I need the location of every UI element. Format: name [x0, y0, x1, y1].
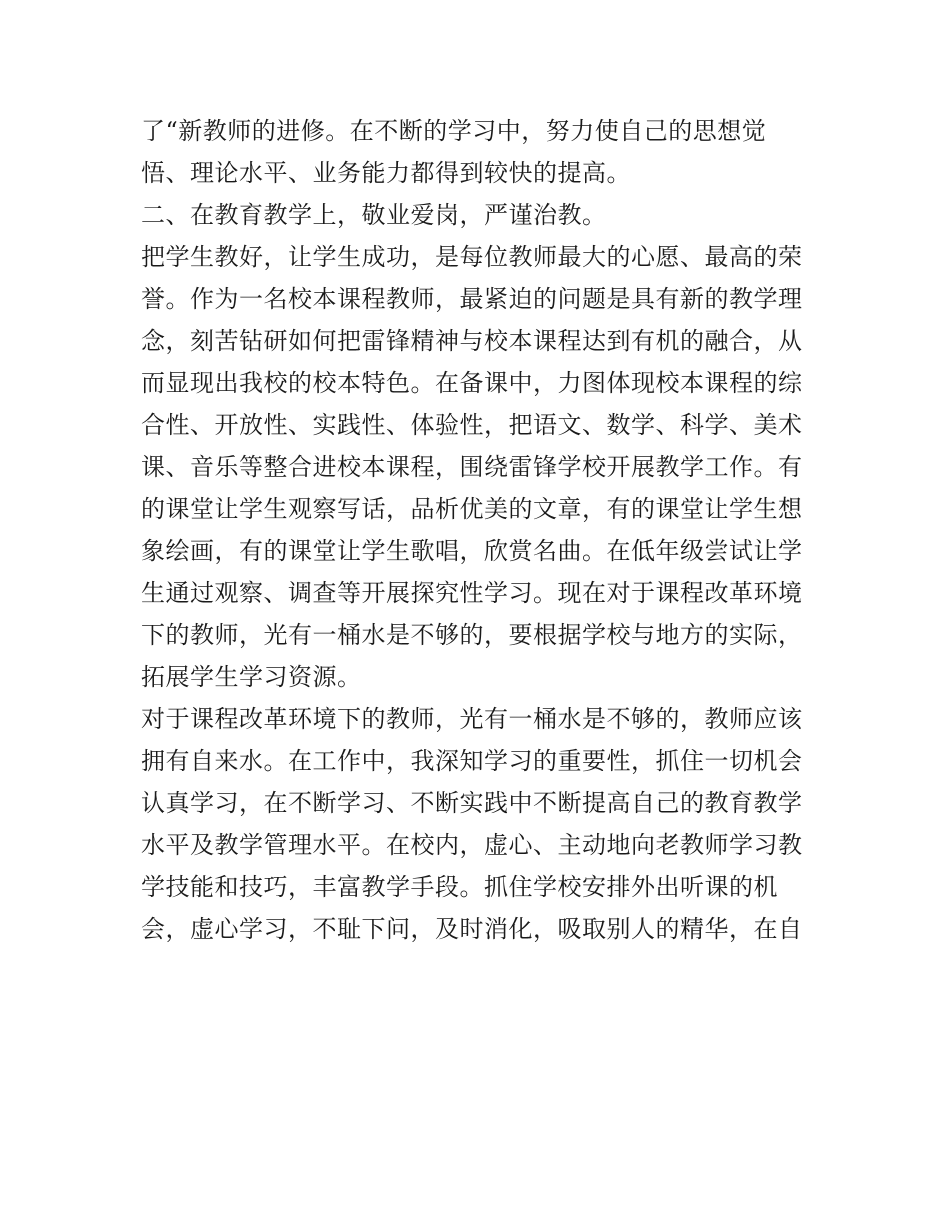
- text-line: 誉。作为一名校本课程教师，最紧迫的问题是具有新的教学理: [141, 285, 803, 313]
- document-body: [141, 110, 821, 950]
- text-line: 水平及教学管理水平。在校内，虚心、主动地向老教师学习教: [141, 831, 803, 859]
- section-heading: 二、在教育教学上，敬业爱岗，严谨治教。: [141, 201, 607, 229]
- text-line: 拓展学生学习资源。: [141, 663, 362, 691]
- text-line: 学技能和技巧，丰富教学手段。抓住学校安排外出听课的机: [141, 873, 778, 901]
- text-line: 的课堂让学生观察写话，品析优美的文章，有的课堂让学生想: [141, 495, 803, 523]
- text-line: 拥有自来水。在工作中，我深知学习的重要性，抓住一切机会: [141, 747, 803, 775]
- text-line: 认真学习，在不断学习、不断实践中不断提高自己的教育教学: [141, 789, 803, 817]
- text-line: 象绘画，有的课堂让学生歌唱，欣赏名曲。在低年级尝试让学: [141, 537, 803, 565]
- text-line: 念，刻苦钻研如何把雷锋精神与校本课程达到有机的融合，从: [141, 327, 803, 355]
- text-line: 而显现出我校的校本特色。在备课中，力图体现校本课程的综: [141, 369, 803, 397]
- text-line: 悟、理论水平、业务能力都得到较快的提高。: [141, 159, 631, 187]
- text-line: 了“新教师的进修。在不断的学习中，努力使自己的思想觉: [141, 117, 767, 145]
- text-line: 会，虚心学习，不耻下问，及时消化，吸取别人的精华，在自: [141, 915, 803, 943]
- text-line: 下的教师，光有一桶水是不够的，要根据学校与地方的实际，: [141, 621, 803, 649]
- text-line: 课、音乐等整合进校本课程，围绕雷锋学校开展教学工作。有: [141, 453, 803, 481]
- text-line: 对于课程改革环境下的教师，光有一桶水是不够的，教师应该: [141, 705, 803, 733]
- text-line: 生通过观察、调查等开展探究性学习。现在对于课程改革环境: [141, 579, 803, 607]
- text-line: 把学生教好，让学生成功，是每位教师最大的心愿、最高的荣: [141, 243, 803, 271]
- text-line: 合性、开放性、实践性、体验性，把语文、数学、科学、美术: [141, 411, 803, 439]
